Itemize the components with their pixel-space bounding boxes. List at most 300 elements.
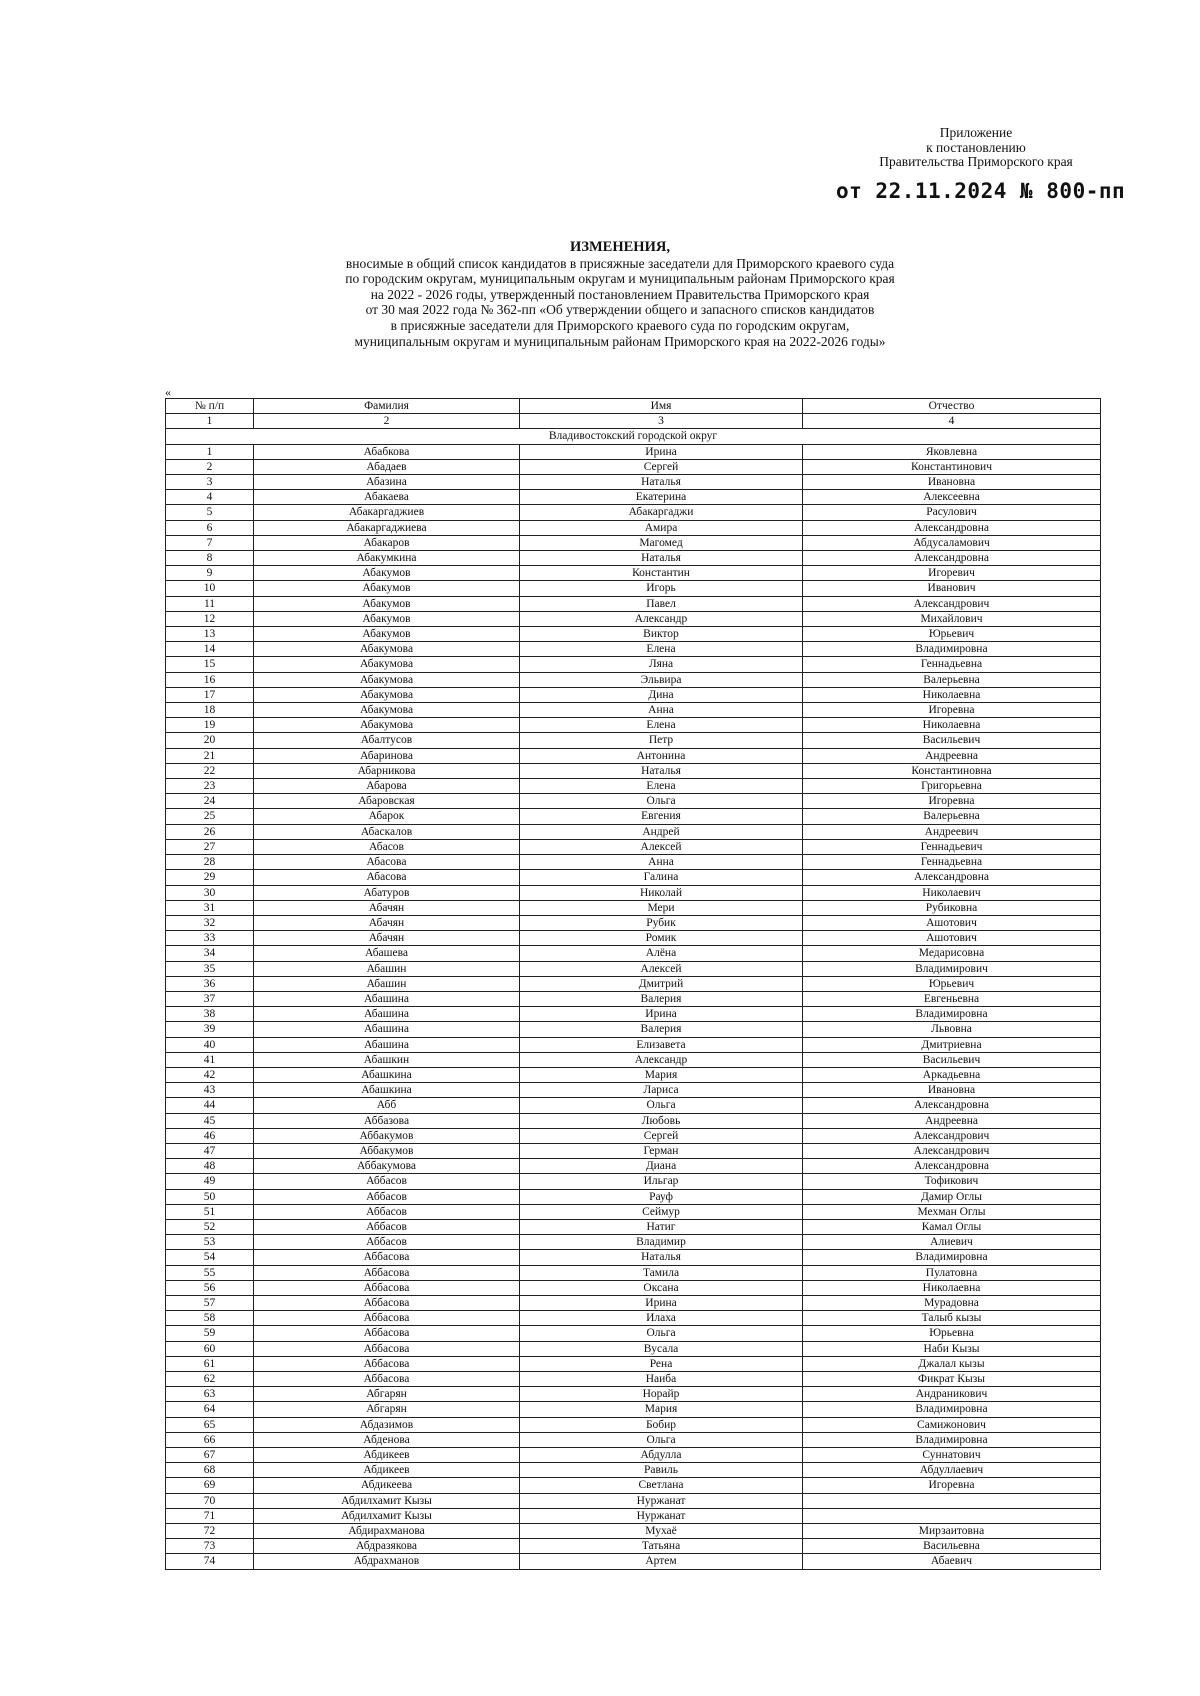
last-name-cell: Абашина <box>254 1022 520 1037</box>
patronymic-cell: Александрович <box>803 1128 1101 1143</box>
patronymic-cell: Ивановна <box>803 1083 1101 1098</box>
table-row <box>166 1219 1101 1234</box>
first-name-cell: Ольга <box>520 1432 803 1447</box>
row-number: 49 <box>166 1174 254 1189</box>
row-number: 18 <box>166 703 254 718</box>
last-name-cell: Аббакумов <box>254 1128 520 1143</box>
first-name-cell: Ольга <box>520 1326 803 1341</box>
first-name-cell: Ольга <box>520 1098 803 1113</box>
patronymic-cell: Андреевна <box>803 748 1101 763</box>
first-name-cell: Андрей <box>520 824 803 839</box>
first-name-cell: Константин <box>520 566 803 581</box>
row-number: 57 <box>166 1295 254 1310</box>
table-row <box>166 779 1101 794</box>
last-name-cell: Абакаева <box>254 490 520 505</box>
table-row <box>166 1311 1101 1326</box>
last-name-cell: Аббакумова <box>254 1159 520 1174</box>
last-name-cell: Абаскалов <box>254 824 520 839</box>
last-name-cell: Абачян <box>254 915 520 930</box>
first-name-cell: Ромик <box>520 931 803 946</box>
group-title: Владивостокский городской округ <box>166 429 1101 444</box>
table-row <box>166 794 1101 809</box>
table-row <box>166 885 1101 900</box>
last-name-cell: Абаринова <box>254 748 520 763</box>
patronymic-cell: Григорьевна <box>803 779 1101 794</box>
first-name-cell: Илаха <box>520 1311 803 1326</box>
first-name-cell: Мери <box>520 900 803 915</box>
last-name-cell: Аббакумов <box>254 1143 520 1158</box>
heading-line: в присяжные заседатели для Приморского краевого суда по городским округам, <box>390 317 850 333</box>
patronymic-cell: Юрьевна <box>803 1326 1101 1341</box>
row-number: 67 <box>166 1448 254 1463</box>
heading-line: по городским округам, муниципальным округам и муниципальным районам Приморского края <box>345 271 895 287</box>
row-number: 63 <box>166 1387 254 1402</box>
first-name-cell: Алексей <box>520 961 803 976</box>
table-row <box>166 1539 1101 1554</box>
table-row <box>166 1067 1101 1082</box>
first-name-cell: Дина <box>520 687 803 702</box>
first-name-cell: Лариса <box>520 1083 803 1098</box>
last-name-cell: Аббасов <box>254 1235 520 1250</box>
row-number: 15 <box>166 657 254 672</box>
patronymic-cell: Пулатовна <box>803 1265 1101 1280</box>
row-number: 37 <box>166 991 254 1006</box>
first-name-cell: Наталья <box>520 1250 803 1265</box>
first-name-cell: Диана <box>520 1159 803 1174</box>
table-row <box>166 763 1101 778</box>
first-name-cell: Екатерина <box>520 490 803 505</box>
column-number: 4 <box>803 414 1101 429</box>
last-name-cell: Аббасова <box>254 1295 520 1310</box>
patronymic-cell: Алексеевна <box>803 490 1101 505</box>
table-row <box>166 809 1101 824</box>
appendix-line: Приложение <box>939 125 1013 140</box>
heading-line: на 2022 - 2026 годы, утвержденный постановлением Правительства Приморского края <box>370 286 870 302</box>
row-number: 50 <box>166 1189 254 1204</box>
last-name-cell: Абденова <box>254 1432 520 1447</box>
column-header-first-name: Имя <box>520 399 803 414</box>
patronymic-cell: Васильевич <box>803 1052 1101 1067</box>
first-name-cell: Ляна <box>520 657 803 672</box>
table-row <box>166 1432 1101 1447</box>
patronymic-cell: Абдуллаевич <box>803 1463 1101 1478</box>
patronymic-cell: Тофикович <box>803 1174 1101 1189</box>
patronymic-cell: Талыб кызы <box>803 1311 1101 1326</box>
last-name-cell: Абдикеева <box>254 1478 520 1493</box>
row-number: 19 <box>166 718 254 733</box>
first-name-cell: Елена <box>520 642 803 657</box>
first-name-cell: Сеймур <box>520 1204 803 1219</box>
last-name-cell: Аббасова <box>254 1250 520 1265</box>
table-row <box>166 596 1101 611</box>
table-row <box>166 611 1101 626</box>
patronymic-cell: Игоревич <box>803 566 1101 581</box>
table-row <box>166 1113 1101 1128</box>
last-name-cell: Абакумкина <box>254 551 520 566</box>
table-row <box>166 1052 1101 1067</box>
last-name-cell: Абаровская <box>254 794 520 809</box>
row-number: 59 <box>166 1326 254 1341</box>
last-name-cell: Абашина <box>254 991 520 1006</box>
row-number: 23 <box>166 779 254 794</box>
patronymic-cell: Камал Оглы <box>803 1219 1101 1234</box>
first-name-cell: Абдулла <box>520 1448 803 1463</box>
first-name-cell: Алёна <box>520 946 803 961</box>
row-number: 5 <box>166 505 254 520</box>
table-row <box>166 839 1101 854</box>
row-number: 69 <box>166 1478 254 1493</box>
row-number: 72 <box>166 1524 254 1539</box>
last-name-cell: Абашин <box>254 976 520 991</box>
row-number: 73 <box>166 1539 254 1554</box>
row-number: 65 <box>166 1417 254 1432</box>
patronymic-cell: Иванович <box>803 581 1101 596</box>
patronymic-cell: Абдусаламович <box>803 535 1101 550</box>
table-row <box>166 1448 1101 1463</box>
first-name-cell: Магомед <box>520 535 803 550</box>
table-row <box>166 1189 1101 1204</box>
last-name-cell: Абалтусов <box>254 733 520 748</box>
column-number: 3 <box>520 414 803 429</box>
table-row <box>166 946 1101 961</box>
table-row <box>166 687 1101 702</box>
table-row <box>166 1037 1101 1052</box>
row-number: 74 <box>166 1554 254 1569</box>
last-name-cell: Абазина <box>254 475 520 490</box>
first-name-cell: Валерия <box>520 991 803 1006</box>
row-number: 55 <box>166 1265 254 1280</box>
first-name-cell: Антонина <box>520 748 803 763</box>
first-name-cell: Бобир <box>520 1417 803 1432</box>
first-name-cell: Герман <box>520 1143 803 1158</box>
patronymic-cell: Мурадовна <box>803 1295 1101 1310</box>
first-name-cell: Наиба <box>520 1372 803 1387</box>
first-name-cell: Рена <box>520 1356 803 1371</box>
last-name-cell: Абакаров <box>254 535 520 550</box>
row-number: 68 <box>166 1463 254 1478</box>
column-header-last-name: Фамилия <box>254 399 520 414</box>
table-row <box>166 520 1101 535</box>
patronymic-cell: Михайлович <box>803 611 1101 626</box>
row-number: 71 <box>166 1508 254 1523</box>
patronymic-cell: Евгеньевна <box>803 991 1101 1006</box>
last-name-cell: Абдилхамит Кызы <box>254 1508 520 1523</box>
table-row <box>166 1524 1101 1539</box>
last-name-cell: Абадаев <box>254 459 520 474</box>
appendix-line: к постановлению <box>926 139 1026 155</box>
last-name-cell: Абдрахманов <box>254 1554 520 1569</box>
row-number: 25 <box>166 809 254 824</box>
table-row <box>166 1159 1101 1174</box>
table-row <box>166 748 1101 763</box>
table-row <box>166 1143 1101 1158</box>
row-number: 16 <box>166 672 254 687</box>
patronymic-cell: Игоревна <box>803 703 1101 718</box>
heading-line: муниципальным округам и муниципальным районам Приморского края на 2022-2026 годы» <box>354 333 886 349</box>
row-number: 22 <box>166 763 254 778</box>
last-name-cell: Абакумов <box>254 627 520 642</box>
row-number: 24 <box>166 794 254 809</box>
row-number: 20 <box>166 733 254 748</box>
table-row <box>166 1372 1101 1387</box>
table-row <box>166 505 1101 520</box>
first-name-cell: Натиг <box>520 1219 803 1234</box>
first-name-cell: Александр <box>520 611 803 626</box>
table-row <box>166 627 1101 642</box>
patronymic-cell: Игоревна <box>803 1478 1101 1493</box>
first-name-cell: Павел <box>520 596 803 611</box>
patronymic-cell: Наби Кызы <box>803 1341 1101 1356</box>
patronymic-cell: Игоревна <box>803 794 1101 809</box>
row-number: 34 <box>166 946 254 961</box>
last-name-cell: Аббасова <box>254 1265 520 1280</box>
last-name-cell: Абарникова <box>254 763 520 778</box>
patronymic-cell: Алиевич <box>803 1235 1101 1250</box>
first-name-cell: Рубик <box>520 915 803 930</box>
patronymic-cell: Абаевич <box>803 1554 1101 1569</box>
patronymic-cell: Ашотович <box>803 931 1101 946</box>
patronymic-cell: Александровна <box>803 1098 1101 1113</box>
row-number: 42 <box>166 1067 254 1082</box>
patronymic-cell: Николаевич <box>803 885 1101 900</box>
table-row <box>166 566 1101 581</box>
heading-line: вносимые в общий список кандидатов в присяжные заседатели для Приморского краевого суда <box>345 255 895 271</box>
row-number: 61 <box>166 1356 254 1371</box>
last-name-cell: Абашина <box>254 1037 520 1052</box>
row-number: 41 <box>166 1052 254 1067</box>
first-name-cell: Артем <box>520 1554 803 1569</box>
row-number: 26 <box>166 824 254 839</box>
last-name-cell: Аббазова <box>254 1113 520 1128</box>
first-name-cell: Игорь <box>520 581 803 596</box>
row-number: 47 <box>166 1143 254 1158</box>
last-name-cell: Абб <box>254 1098 520 1113</box>
table-row <box>166 535 1101 550</box>
patronymic-cell: Юрьевич <box>803 976 1101 991</box>
first-name-cell: Виктор <box>520 627 803 642</box>
first-name-cell: Владимир <box>520 1235 803 1250</box>
table-row <box>166 915 1101 930</box>
table-row <box>166 1083 1101 1098</box>
row-number: 31 <box>166 900 254 915</box>
last-name-cell: Абгарян <box>254 1402 520 1417</box>
appendix-block <box>848 126 1104 170</box>
row-number: 21 <box>166 748 254 763</box>
last-name-cell: Абакумова <box>254 657 520 672</box>
row-number: 10 <box>166 581 254 596</box>
patronymic-cell: Геннадьевич <box>803 839 1101 854</box>
table-row <box>166 900 1101 915</box>
table-row <box>166 1128 1101 1143</box>
first-name-cell: Любовь <box>520 1113 803 1128</box>
row-number: 43 <box>166 1083 254 1098</box>
row-number: 38 <box>166 1007 254 1022</box>
first-name-cell: Мария <box>520 1067 803 1082</box>
last-name-cell: Абашин <box>254 961 520 976</box>
row-number: 60 <box>166 1341 254 1356</box>
first-name-cell: Ильгар <box>520 1174 803 1189</box>
table-row <box>166 1326 1101 1341</box>
row-number: 46 <box>166 1128 254 1143</box>
first-name-cell: Норайр <box>520 1387 803 1402</box>
row-number: 51 <box>166 1204 254 1219</box>
row-number: 1 <box>166 444 254 459</box>
patronymic-cell: Расулович <box>803 505 1101 520</box>
column-number: 2 <box>254 414 520 429</box>
row-number: 6 <box>166 520 254 535</box>
patronymic-cell: Ивановна <box>803 475 1101 490</box>
last-name-cell: Аббасова <box>254 1356 520 1371</box>
table-row <box>166 1508 1101 1523</box>
table-row <box>166 1295 1101 1310</box>
first-name-cell: Вусала <box>520 1341 803 1356</box>
last-name-cell: Аббасов <box>254 1189 520 1204</box>
last-name-cell: Абашина <box>254 1007 520 1022</box>
first-name-cell: Ирина <box>520 1295 803 1310</box>
table-row <box>166 1356 1101 1371</box>
patronymic-cell: Николаевна <box>803 1280 1101 1295</box>
table-body <box>166 444 1101 1569</box>
patronymic-cell: Александровна <box>803 551 1101 566</box>
row-number: 17 <box>166 687 254 702</box>
row-number: 48 <box>166 1159 254 1174</box>
patronymic-cell: Владимирович <box>803 961 1101 976</box>
last-name-cell: Аббасова <box>254 1372 520 1387</box>
first-name-cell: Нуржанат <box>520 1508 803 1523</box>
table-row <box>166 1463 1101 1478</box>
row-number: 52 <box>166 1219 254 1234</box>
first-name-cell: Анна <box>520 855 803 870</box>
last-name-cell: Абасова <box>254 855 520 870</box>
last-name-cell: Абатуров <box>254 885 520 900</box>
patronymic-cell: Мирзаитовна <box>803 1524 1101 1539</box>
last-name-cell: Абарок <box>254 809 520 824</box>
table-row <box>166 1098 1101 1113</box>
row-number: 56 <box>166 1280 254 1295</box>
last-name-cell: Абакумова <box>254 672 520 687</box>
table-row <box>166 1554 1101 1569</box>
first-name-cell: Мухаё <box>520 1524 803 1539</box>
last-name-cell: Аббасов <box>254 1219 520 1234</box>
last-name-cell: Абдазимов <box>254 1417 520 1432</box>
table-row <box>166 824 1101 839</box>
order-date-number: от 22.11.2024 № 800-пп <box>836 179 1126 203</box>
row-number: 28 <box>166 855 254 870</box>
table-row <box>166 1204 1101 1219</box>
first-name-cell: Тамила <box>520 1265 803 1280</box>
patronymic-cell <box>803 1493 1101 1508</box>
last-name-cell: Аббасова <box>254 1326 520 1341</box>
patronymic-cell: Николаевна <box>803 718 1101 733</box>
first-name-cell: Татьяна <box>520 1539 803 1554</box>
row-number: 66 <box>166 1432 254 1447</box>
table-row <box>166 870 1101 885</box>
last-name-cell: Аббасова <box>254 1280 520 1295</box>
row-number: 9 <box>166 566 254 581</box>
last-name-cell: Абашкина <box>254 1083 520 1098</box>
patronymic-cell: Валерьевна <box>803 809 1101 824</box>
table-row <box>166 444 1101 459</box>
first-name-cell: Алексей <box>520 839 803 854</box>
patronymic-cell: Джалал кызы <box>803 1356 1101 1371</box>
table-row <box>166 1250 1101 1265</box>
row-number: 35 <box>166 961 254 976</box>
last-name-cell: Абакаргаджиева <box>254 520 520 535</box>
table-row <box>166 1174 1101 1189</box>
table-header-row <box>166 399 1101 414</box>
patronymic-cell: Александровна <box>803 520 1101 535</box>
first-name-cell: Равиль <box>520 1463 803 1478</box>
patronymic-cell: Андреевич <box>803 824 1101 839</box>
last-name-cell: Абачян <box>254 900 520 915</box>
patronymic-cell: Константинович <box>803 459 1101 474</box>
last-name-cell: Аббасова <box>254 1311 520 1326</box>
last-name-cell: Абакумова <box>254 718 520 733</box>
table-row <box>166 1417 1101 1432</box>
patronymic-cell: Суннатович <box>803 1448 1101 1463</box>
appendix-line: Правительства Приморского края <box>879 154 1073 169</box>
first-name-cell: Амира <box>520 520 803 535</box>
last-name-cell: Абашкин <box>254 1052 520 1067</box>
table-row <box>166 1022 1101 1037</box>
patronymic-cell: Мехман Оглы <box>803 1204 1101 1219</box>
column-numbers-row <box>166 414 1101 429</box>
last-name-cell: Абакумова <box>254 687 520 702</box>
first-name-cell: Ольга <box>520 794 803 809</box>
last-name-cell: Абдирахманова <box>254 1524 520 1539</box>
patronymic-cell <box>803 1508 1101 1523</box>
last-name-cell: Абашева <box>254 946 520 961</box>
column-number: 1 <box>166 414 254 429</box>
patronymic-cell: Самижонович <box>803 1417 1101 1432</box>
table-row <box>166 657 1101 672</box>
column-header-number: № п/п <box>166 399 254 414</box>
row-number: 36 <box>166 976 254 991</box>
last-name-cell: Абарова <box>254 779 520 794</box>
table-row <box>166 1341 1101 1356</box>
first-name-cell: Валерия <box>520 1022 803 1037</box>
table-row <box>166 1478 1101 1493</box>
first-name-cell: Светлана <box>520 1478 803 1493</box>
row-number: 40 <box>166 1037 254 1052</box>
last-name-cell: Абакаргаджиев <box>254 505 520 520</box>
last-name-cell: Абакумов <box>254 566 520 581</box>
first-name-cell: Сергей <box>520 1128 803 1143</box>
table-row <box>166 1493 1101 1508</box>
first-name-cell: Ирина <box>520 1007 803 1022</box>
first-name-cell: Сергей <box>520 459 803 474</box>
last-name-cell: Абасова <box>254 870 520 885</box>
patronymic-cell: Дамир Оглы <box>803 1189 1101 1204</box>
last-name-cell: Абдилхамит Кызы <box>254 1493 520 1508</box>
table-row <box>166 1265 1101 1280</box>
patronymic-cell: Андраникович <box>803 1387 1101 1402</box>
last-name-cell: Абдразякова <box>254 1539 520 1554</box>
first-name-cell: Анна <box>520 703 803 718</box>
row-number: 7 <box>166 535 254 550</box>
patronymic-cell: Владимировна <box>803 1402 1101 1417</box>
last-name-cell: Абасов <box>254 839 520 854</box>
patronymic-cell: Александрович <box>803 596 1101 611</box>
table-row <box>166 703 1101 718</box>
row-number: 4 <box>166 490 254 505</box>
patronymic-cell: Владимировна <box>803 1432 1101 1447</box>
table-row <box>166 1387 1101 1402</box>
first-name-cell: Елизавета <box>520 1037 803 1052</box>
last-name-cell: Абгарян <box>254 1387 520 1402</box>
first-name-cell: Наталья <box>520 551 803 566</box>
table-row <box>166 475 1101 490</box>
